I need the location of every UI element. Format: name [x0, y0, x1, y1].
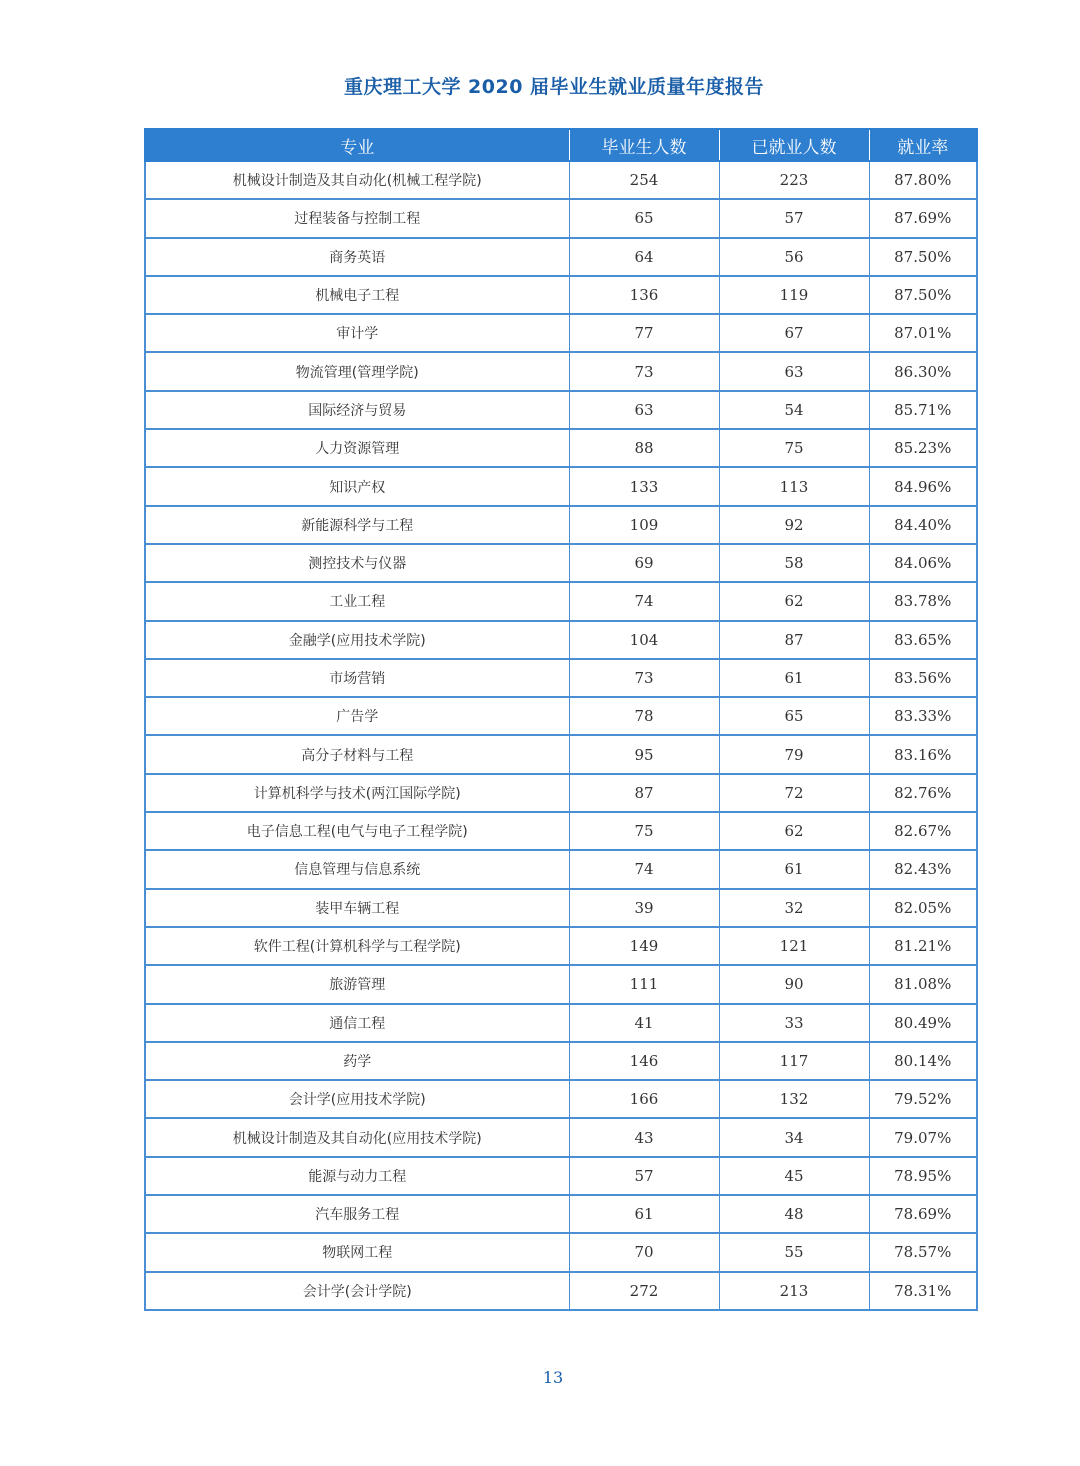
major-cell: 市场营销 [145, 659, 569, 697]
table-row [145, 735, 977, 773]
graduates-cell: 63 [569, 391, 719, 429]
employed-cell: 223 [719, 161, 869, 199]
page-title: 重庆理工大学 2020 届毕业生就业质量年度报告 [343, 76, 765, 98]
major-cell: 金融学(应用技术学院) [145, 621, 569, 659]
major-cell: 国际经济与贸易 [145, 391, 569, 429]
employed-cell: 121 [719, 927, 869, 965]
employment-rate-cell: 87.80% [869, 161, 977, 199]
graduates-cell: 74 [569, 850, 719, 888]
employed-cell: 119 [719, 276, 869, 314]
employed-cell: 63 [719, 352, 869, 390]
employment-rate-cell: 83.33% [869, 697, 977, 735]
graduates-cell: 111 [569, 965, 719, 1003]
employed-cell: 92 [719, 506, 869, 544]
table-row [145, 697, 977, 735]
employed-cell: 55 [719, 1233, 869, 1271]
table-row [145, 467, 977, 505]
employed-cell: 62 [719, 582, 869, 620]
employed-cell: 113 [719, 467, 869, 505]
table-row [145, 774, 977, 812]
table-row [145, 238, 977, 276]
table-row [145, 1195, 977, 1233]
employed-cell: 54 [719, 391, 869, 429]
table-row [145, 850, 977, 888]
graduates-cell: 43 [569, 1118, 719, 1156]
graduates-cell: 73 [569, 659, 719, 697]
employed-cell: 65 [719, 697, 869, 735]
major-cell: 人力资源管理 [145, 429, 569, 467]
major-cell: 商务英语 [145, 238, 569, 276]
employed-cell: 56 [719, 238, 869, 276]
major-cell: 会计学(应用技术学院) [145, 1080, 569, 1118]
graduates-cell: 74 [569, 582, 719, 620]
major-cell: 新能源科学与工程 [145, 506, 569, 544]
employment-rate-cell: 82.43% [869, 850, 977, 888]
graduates-cell: 149 [569, 927, 719, 965]
table-row [145, 1233, 977, 1271]
table-header-row [145, 129, 977, 161]
graduates-cell: 136 [569, 276, 719, 314]
column-header-major: 专业 [145, 129, 569, 161]
major-cell: 计算机科学与技术(两江国际学院) [145, 774, 569, 812]
table-row [145, 544, 977, 582]
employed-cell: 67 [719, 314, 869, 352]
table-row [145, 889, 977, 927]
employment-rate-cell: 78.95% [869, 1157, 977, 1195]
employment-rate-cell: 87.01% [869, 314, 977, 352]
employed-cell: 72 [719, 774, 869, 812]
graduates-cell: 61 [569, 1195, 719, 1233]
employment-rate-cell: 85.71% [869, 391, 977, 429]
table-row [145, 429, 977, 467]
employment-rate-cell: 82.76% [869, 774, 977, 812]
major-cell: 机械电子工程 [145, 276, 569, 314]
employed-cell: 33 [719, 1004, 869, 1042]
graduates-cell: 73 [569, 352, 719, 390]
major-cell: 软件工程(计算机科学与工程学院) [145, 927, 569, 965]
employment-rate-cell: 82.67% [869, 812, 977, 850]
employed-cell: 132 [719, 1080, 869, 1118]
graduates-cell: 77 [569, 314, 719, 352]
employment-rate-cell: 78.69% [869, 1195, 977, 1233]
graduates-cell: 70 [569, 1233, 719, 1271]
employment-rate-cell: 83.56% [869, 659, 977, 697]
employed-cell: 61 [719, 850, 869, 888]
employment-rate-cell: 83.78% [869, 582, 977, 620]
table-row [145, 199, 977, 237]
table-row [145, 1042, 977, 1080]
major-cell: 广告学 [145, 697, 569, 735]
table-row [145, 352, 977, 390]
employed-cell: 45 [719, 1157, 869, 1195]
page-number: 13 [542, 1368, 564, 1387]
employed-cell: 75 [719, 429, 869, 467]
major-cell: 能源与动力工程 [145, 1157, 569, 1195]
employment-rate-cell: 82.05% [869, 889, 977, 927]
employment-rate-cell: 81.08% [869, 965, 977, 1003]
employment-rate-cell: 87.50% [869, 238, 977, 276]
graduates-cell: 95 [569, 735, 719, 773]
table-row [145, 161, 977, 199]
employed-cell: 90 [719, 965, 869, 1003]
employed-cell: 213 [719, 1272, 869, 1310]
employment-rate-table [144, 128, 978, 1311]
major-cell: 电子信息工程(电气与电子工程学院) [145, 812, 569, 850]
major-cell: 物联网工程 [145, 1233, 569, 1271]
employment-rate-cell: 79.52% [869, 1080, 977, 1118]
table-row [145, 276, 977, 314]
graduates-cell: 254 [569, 161, 719, 199]
major-cell: 通信工程 [145, 1004, 569, 1042]
graduates-cell: 146 [569, 1042, 719, 1080]
graduates-cell: 166 [569, 1080, 719, 1118]
column-header-employed: 已就业人数 [719, 129, 869, 161]
employed-cell: 79 [719, 735, 869, 773]
employed-cell: 57 [719, 199, 869, 237]
employed-cell: 32 [719, 889, 869, 927]
employment-rate-cell: 84.96% [869, 467, 977, 505]
table-row [145, 621, 977, 659]
graduates-cell: 39 [569, 889, 719, 927]
employment-rate-cell: 86.30% [869, 352, 977, 390]
employed-cell: 48 [719, 1195, 869, 1233]
table-body [145, 161, 977, 1310]
table-row [145, 582, 977, 620]
employment-rate-cell: 80.14% [869, 1042, 977, 1080]
major-cell: 汽车服务工程 [145, 1195, 569, 1233]
graduates-cell: 69 [569, 544, 719, 582]
table-row [145, 391, 977, 429]
employment-rate-cell: 78.31% [869, 1272, 977, 1310]
employment-rate-cell: 83.16% [869, 735, 977, 773]
graduates-cell: 272 [569, 1272, 719, 1310]
major-cell: 物流管理(管理学院) [145, 352, 569, 390]
employed-cell: 58 [719, 544, 869, 582]
employment-rate-cell: 84.40% [869, 506, 977, 544]
employment-rate-cell: 84.06% [869, 544, 977, 582]
table-row [145, 314, 977, 352]
table-row [145, 1004, 977, 1042]
table-row [145, 812, 977, 850]
graduates-cell: 41 [569, 1004, 719, 1042]
major-cell: 会计学(会计学院) [145, 1272, 569, 1310]
employment-rate-cell: 83.65% [869, 621, 977, 659]
graduates-cell: 88 [569, 429, 719, 467]
graduates-cell: 75 [569, 812, 719, 850]
major-cell: 工业工程 [145, 582, 569, 620]
employed-cell: 87 [719, 621, 869, 659]
major-cell: 审计学 [145, 314, 569, 352]
major-cell: 机械设计制造及其自动化(机械工程学院) [145, 161, 569, 199]
table-row [145, 506, 977, 544]
graduates-cell: 104 [569, 621, 719, 659]
major-cell: 药学 [145, 1042, 569, 1080]
employment-rate-cell: 87.69% [869, 199, 977, 237]
employment-rate-cell: 85.23% [869, 429, 977, 467]
table-row [145, 659, 977, 697]
employment-rate-cell: 87.50% [869, 276, 977, 314]
graduates-cell: 57 [569, 1157, 719, 1195]
major-cell: 机械设计制造及其自动化(应用技术学院) [145, 1118, 569, 1156]
table-row [145, 927, 977, 965]
employed-cell: 62 [719, 812, 869, 850]
graduates-cell: 87 [569, 774, 719, 812]
table-row [145, 1157, 977, 1195]
employed-cell: 61 [719, 659, 869, 697]
graduates-cell: 133 [569, 467, 719, 505]
graduates-cell: 109 [569, 506, 719, 544]
major-cell: 信息管理与信息系统 [145, 850, 569, 888]
major-cell: 高分子材料与工程 [145, 735, 569, 773]
table-row [145, 1118, 977, 1156]
employment-rate-cell: 78.57% [869, 1233, 977, 1271]
employment-rate-cell: 81.21% [869, 927, 977, 965]
column-header-graduates: 毕业生人数 [569, 129, 719, 161]
major-cell: 装甲车辆工程 [145, 889, 569, 927]
table-row [145, 965, 977, 1003]
table-row [145, 1080, 977, 1118]
major-cell: 旅游管理 [145, 965, 569, 1003]
major-cell: 知识产权 [145, 467, 569, 505]
employment-rate-cell: 79.07% [869, 1118, 977, 1156]
graduates-cell: 78 [569, 697, 719, 735]
column-header-employment-rate: 就业率 [869, 129, 977, 161]
employment-rate-cell: 80.49% [869, 1004, 977, 1042]
table-row [145, 1272, 977, 1310]
major-cell: 过程装备与控制工程 [145, 199, 569, 237]
major-cell: 测控技术与仪器 [145, 544, 569, 582]
graduates-cell: 64 [569, 238, 719, 276]
employed-cell: 117 [719, 1042, 869, 1080]
employed-cell: 34 [719, 1118, 869, 1156]
graduates-cell: 65 [569, 199, 719, 237]
